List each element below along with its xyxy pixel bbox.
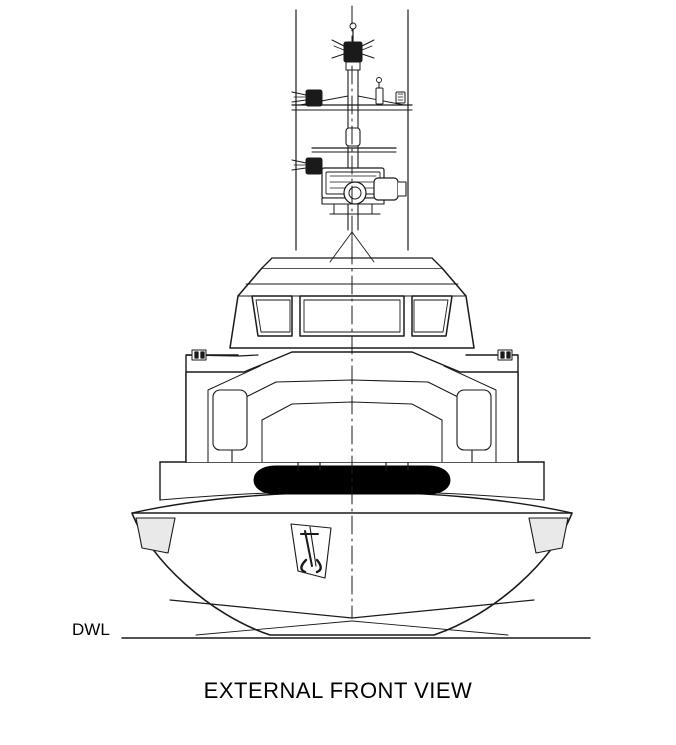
waterline-label: DWL	[72, 620, 110, 639]
drawing-title: EXTERNAL FRONT VIEW	[203, 678, 473, 703]
